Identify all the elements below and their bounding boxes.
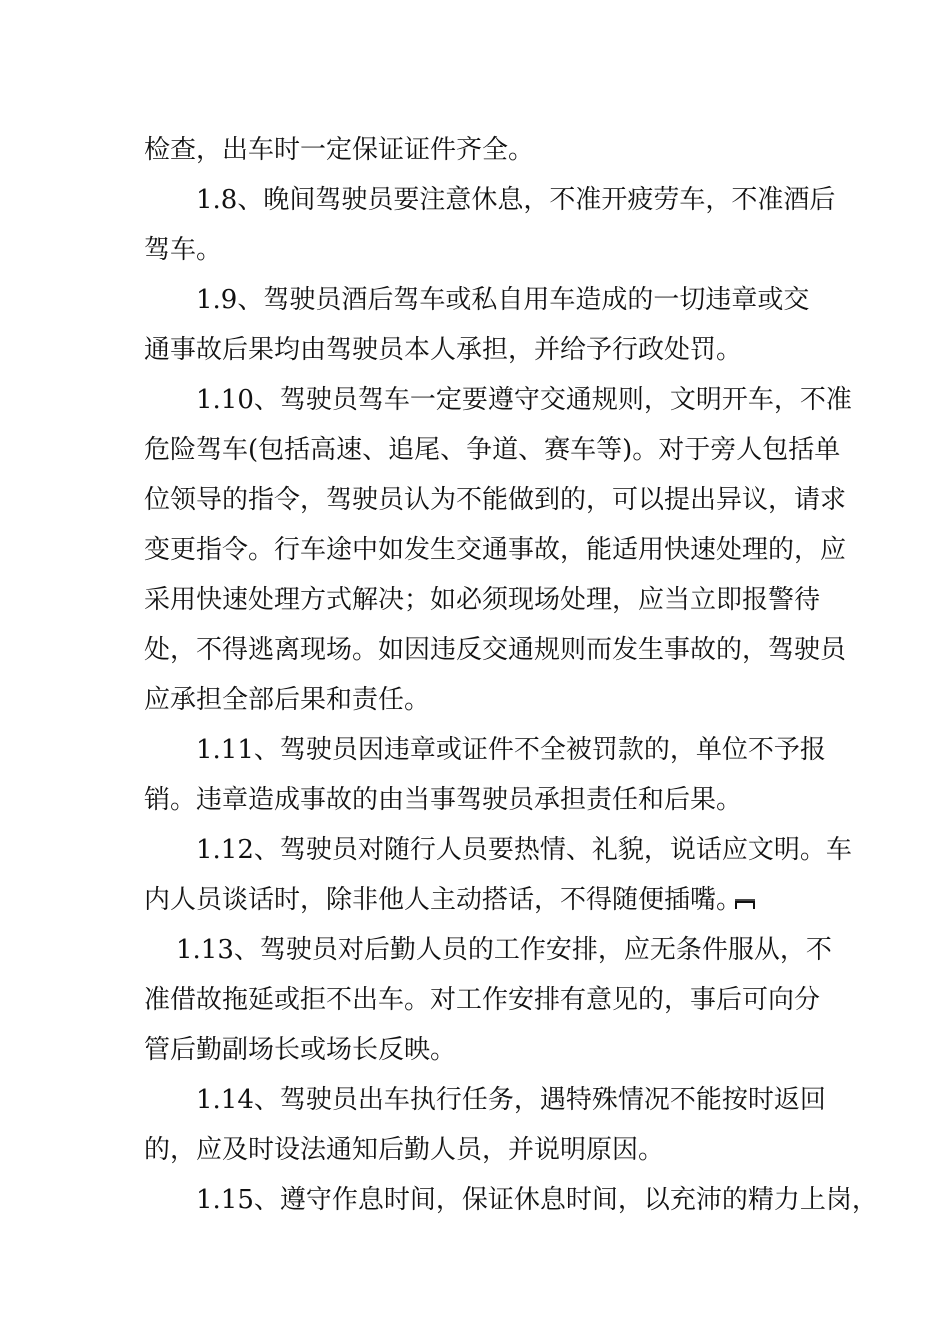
- text-line: 通事故后果均由驾驶员本人承担，并给予行政处罚。: [144, 335, 743, 365]
- text-line: 1.10、驾驶员驾车一定要遵守交通规则，文明开车，不准: [196, 385, 852, 415]
- text-line: 变更指令。行车途中如发生交通事故，能适用快速处理的，应: [144, 535, 847, 565]
- text-line: 的，应及时设法通知后勤人员，并说明原因。: [144, 1135, 665, 1165]
- text-line: 采用快速处理方式解决；如必须现场处理，应当立即报警待: [144, 585, 821, 615]
- text-line: 应承担全部后果和责任。: [144, 685, 431, 715]
- text-line: 1.13、驾驶员对后勤人员的工作安排，应无条件服从，不: [176, 935, 832, 965]
- text-line: 处，不得逃离现场。如因违反交通规则而发生事故的，驾驶员: [144, 635, 847, 665]
- paragraph-mark-icon: [734, 898, 756, 910]
- text-line: 1.11、驾驶员因违章或证件不全被罚款的，单位不予报: [196, 735, 826, 765]
- text-line: 驾车。: [144, 235, 223, 265]
- text-line: 准借故拖延或拒不出车。对工作安排有意见的，事后可向分: [144, 985, 821, 1015]
- text-line: 危险驾车(包括高速、追尾、争道、赛车等)。对于旁人包括单: [144, 435, 841, 465]
- text-line: 1.12、驾驶员对随行人员要热情、礼貌，说话应文明。车: [196, 835, 852, 865]
- text-line: 位领导的指令，驾驶员认为不能做到的，可以提出异议，请求: [144, 485, 847, 515]
- text-line: 检查，出车时一定保证证件齐全。: [144, 135, 535, 165]
- text-line: 内人员谈话时，除非他人主动搭话，不得随便插嘴。: [144, 885, 743, 915]
- text-line: 管后勤副场长或场长反映。: [144, 1035, 457, 1065]
- text-line: 1.8、晚间驾驶员要注意休息，不准开疲劳车，不准酒后: [196, 185, 836, 215]
- text-line: 1.9、驾驶员酒后驾车或私自用车造成的一切违章或交: [196, 285, 810, 315]
- text-line: 1.15、遵守作息时间，保证休息时间，以充沛的精力上岗，: [196, 1185, 878, 1215]
- text-line: 销。违章造成事故的由当事驾驶员承担责任和后果。: [144, 785, 743, 815]
- text-line: 1.14、驾驶员出车执行任务，遇特殊情况不能按时返回: [196, 1085, 826, 1115]
